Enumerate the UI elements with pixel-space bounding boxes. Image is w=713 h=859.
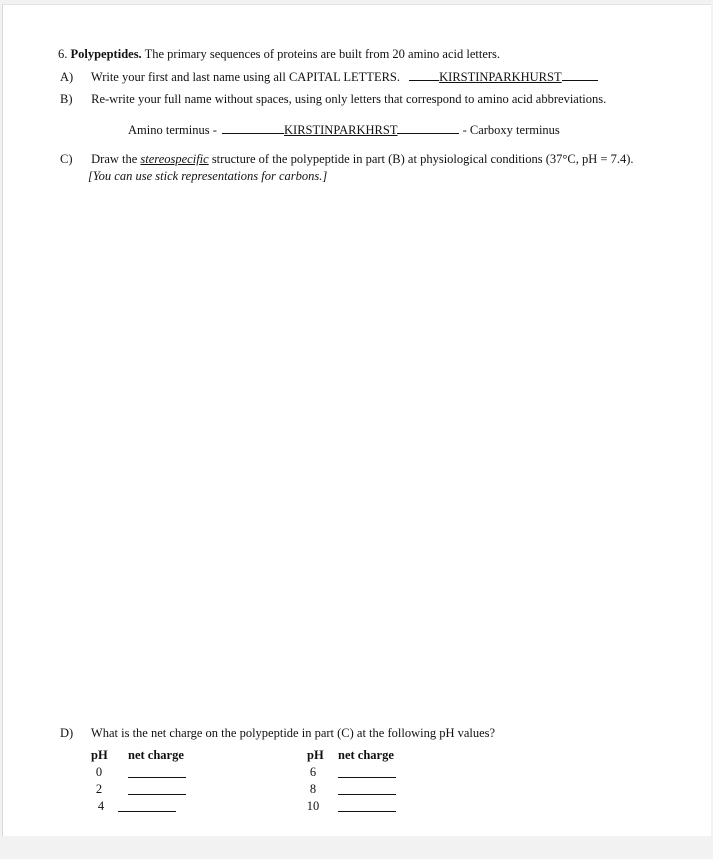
part-b-blank-left (222, 122, 284, 134)
right-ph-value-2: 10 (306, 799, 320, 813)
part-a (60, 69, 598, 85)
left-charge-blank-0[interactable] (128, 777, 186, 778)
part-c-prompt-post: structure of the polypeptide in part (B) at physiological conditions (37°C, pH = 7.4). (211, 152, 634, 166)
part-b (60, 92, 606, 107)
question-title: Polypeptides. (70, 47, 142, 61)
part-b-label: B) (60, 92, 73, 106)
part-a-prompt: Write your first and last name using all CAPITAL LETTERS. (90, 70, 400, 84)
left-charge-blank-1[interactable] (128, 794, 186, 795)
right-charge-blank-0[interactable] (338, 777, 396, 778)
left-charge-header: net charge (128, 748, 184, 762)
part-a-label: A) (60, 70, 74, 84)
question-number: 6. (58, 47, 68, 61)
worksheet-page (2, 4, 711, 836)
left-ph-value-2: 4 (97, 799, 105, 813)
question-heading (58, 47, 500, 62)
right-charge-blank-1[interactable] (338, 794, 396, 795)
part-c (60, 152, 634, 167)
part-a-answer[interactable]: KIRSTINPARKHURST (439, 70, 562, 84)
part-c-prompt-emphasis: stereospecific (140, 152, 209, 166)
left-ph-value-1: 2 (95, 782, 103, 796)
part-d (60, 726, 495, 741)
amino-terminus-label: Amino terminus - (128, 123, 217, 137)
left-charge-blank-2[interactable] (118, 811, 176, 812)
question-intro: The primary sequences of proteins are built from 20 amino acid letters. (144, 47, 501, 61)
right-ph-header: pH (307, 748, 324, 762)
carboxy-terminus-label: - Carboxy terminus (462, 123, 560, 137)
right-ph-value-0: 6 (309, 765, 317, 779)
part-b-blank-right (397, 122, 459, 134)
part-a-blank-right (562, 69, 598, 81)
part-c-label: C) (60, 152, 73, 166)
left-ph-value-0: 0 (95, 765, 103, 779)
part-b-prompt: Re-write your full name without spaces, using only letters that correspond to amino acid abbreviations. (91, 92, 607, 106)
part-d-label: D) (60, 726, 74, 740)
right-charge-blank-2[interactable] (338, 811, 396, 812)
drawing-area[interactable] (58, 195, 678, 715)
part-b-answer[interactable]: KIRSTINPARKHRST (284, 123, 398, 137)
left-ph-header: pH (91, 748, 108, 762)
part-d-prompt: What is the net charge on the polypeptide in part (C) at the following pH values? (90, 726, 496, 740)
right-ph-value-1: 8 (309, 782, 317, 796)
part-a-blank-left (409, 69, 439, 81)
part-c-note: [You can use stick representations for carbons.] (88, 169, 328, 183)
part-b-answer-line (128, 122, 560, 138)
right-charge-header: net charge (338, 748, 394, 762)
part-c-prompt-pre: Draw the (91, 152, 138, 166)
